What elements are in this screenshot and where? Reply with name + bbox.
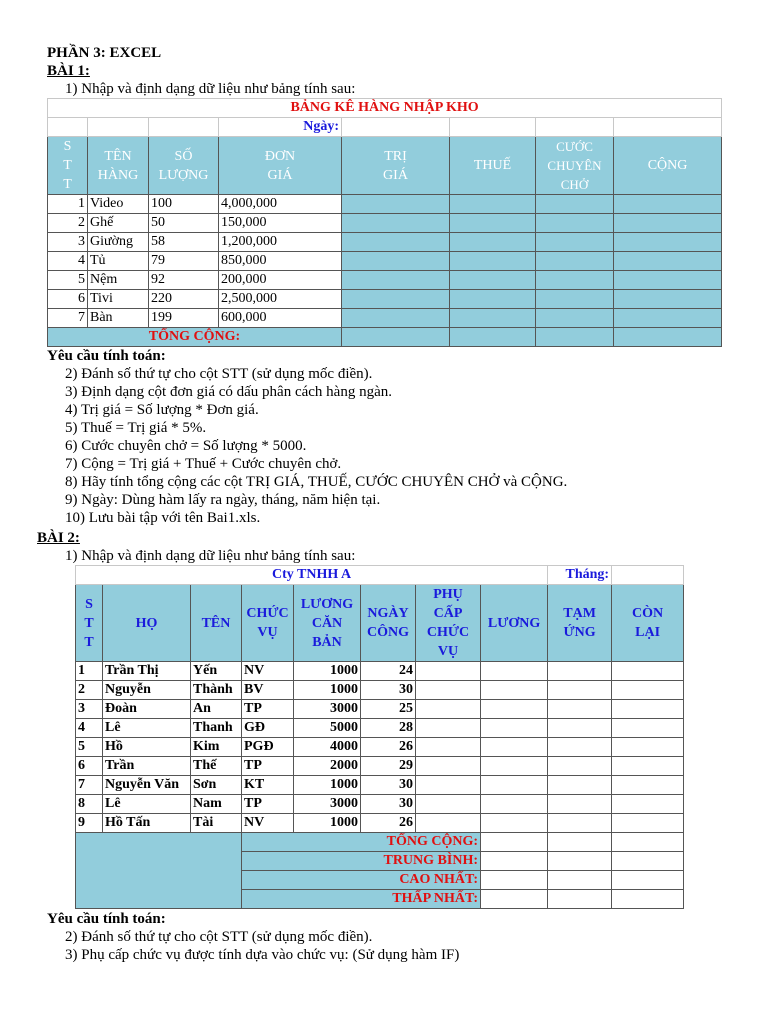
chuc-vu-cell: KT <box>242 776 294 795</box>
ho-cell: Lê <box>103 795 191 814</box>
ngay-cong-cell: 30 <box>361 681 416 700</box>
con-lai-cell <box>612 757 684 776</box>
phu-cap-cell <box>416 681 481 700</box>
bai1-heading: BÀI 1: <box>47 63 90 79</box>
tam-ung-cell <box>548 814 612 833</box>
luong-cell <box>481 757 548 776</box>
summary-label: TỔNG CỘNG: <box>242 833 481 852</box>
tri-gia-cell <box>342 233 450 252</box>
ngay-cong-cell: 26 <box>361 738 416 757</box>
ngay-cong-cell: 26 <box>361 814 416 833</box>
table-row <box>76 700 684 719</box>
phu-cap-cell <box>416 776 481 795</box>
company-name: Cty TNHH A <box>76 566 548 585</box>
con-lai-cell <box>612 738 684 757</box>
table-row <box>76 738 684 757</box>
ten-cell: Kim <box>191 738 242 757</box>
stt-cell: 1 <box>76 662 103 681</box>
summary-cell <box>481 833 548 852</box>
ho-cell: Đoàn <box>103 700 191 719</box>
bai2-intro: 1) Nhập và định dạng dữ liệu như bảng tính sau: <box>65 548 356 564</box>
requirement-item: 2) Đánh số thứ tự cho cột STT (sử dụng mốc điền). <box>65 929 373 945</box>
table-row <box>76 776 684 795</box>
ten-cell: Thế <box>191 757 242 776</box>
cong-cell <box>614 233 722 252</box>
ten-cell: An <box>191 700 242 719</box>
cong-cell <box>614 214 722 233</box>
so-luong-cell: 79 <box>149 252 219 271</box>
requirement-item: 9) Ngày: Dùng hàm lấy ra ngày, tháng, năm hiện tại. <box>65 492 381 508</box>
summary-row <box>76 833 684 852</box>
ho-cell: Trần <box>103 757 191 776</box>
tam-ung-cell <box>548 700 612 719</box>
table-row <box>48 271 722 290</box>
stt-cell: 5 <box>48 271 88 290</box>
header-stt: S T T <box>76 585 103 662</box>
ten-cell: Tài <box>191 814 242 833</box>
header-con-lai: CÒN LẠI <box>612 585 684 662</box>
table-row <box>48 233 722 252</box>
stt-cell: 6 <box>76 757 103 776</box>
ten-hang-cell: Tủ <box>88 252 149 271</box>
cong-cell <box>614 252 722 271</box>
table-row <box>48 195 722 214</box>
stt-cell: 2 <box>48 214 88 233</box>
phu-cap-cell <box>416 757 481 776</box>
tam-ung-cell <box>548 757 612 776</box>
bai1-total-label: TỔNG CỘNG: <box>48 328 342 347</box>
chuc-vu-cell: NV <box>242 662 294 681</box>
header-thue: THUẾ <box>450 137 536 195</box>
table-row <box>48 309 722 328</box>
summary-cell <box>612 871 684 890</box>
ngay-cong-cell: 25 <box>361 700 416 719</box>
header-ngay-cong: NGÀY CÔNG <box>361 585 416 662</box>
ho-cell: Nguyễn Văn <box>103 776 191 795</box>
summary-label: TRUNG BÌNH: <box>242 852 481 871</box>
header-cuoc: CƯỚC CHUYÊN CHỞ <box>536 137 614 195</box>
luong-can-ban-cell: 3000 <box>294 700 361 719</box>
header-ho: HỌ <box>103 585 191 662</box>
cuoc-cell <box>536 290 614 309</box>
header-luong: LƯƠNG <box>481 585 548 662</box>
ngay-cong-cell: 30 <box>361 795 416 814</box>
phu-cap-cell <box>416 700 481 719</box>
luong-cell <box>481 662 548 681</box>
don-gia-cell: 850,000 <box>219 252 342 271</box>
summary-label: CAO NHẤT: <box>242 871 481 890</box>
requirement-item: 2) Đánh số thứ tự cho cột STT (sử dụng mốc điền). <box>65 366 373 382</box>
luong-cell <box>481 795 548 814</box>
header-tam-ung: TẠM ỨNG <box>548 585 612 662</box>
chuc-vu-cell: BV <box>242 681 294 700</box>
don-gia-cell: 600,000 <box>219 309 342 328</box>
tam-ung-cell <box>548 776 612 795</box>
stt-cell: 2 <box>76 681 103 700</box>
con-lai-cell <box>612 700 684 719</box>
ten-cell: Nam <box>191 795 242 814</box>
summary-cell <box>612 890 684 909</box>
luong-can-ban-cell: 3000 <box>294 795 361 814</box>
table-row <box>48 290 722 309</box>
thue-cell <box>450 290 536 309</box>
header-don-gia: ĐƠN GIÁ <box>219 137 342 195</box>
summary-cell <box>548 833 612 852</box>
ho-cell: Nguyễn <box>103 681 191 700</box>
ten-cell: Yến <box>191 662 242 681</box>
header-tri-gia: TRỊ GIÁ <box>342 137 450 195</box>
thue-cell <box>450 195 536 214</box>
ho-cell: Hồ Tấn <box>103 814 191 833</box>
stt-cell: 7 <box>76 776 103 795</box>
luong-can-ban-cell: 1000 <box>294 776 361 795</box>
cuoc-cell <box>536 214 614 233</box>
ho-cell: Hồ <box>103 738 191 757</box>
table-row <box>76 681 684 700</box>
tam-ung-cell <box>548 738 612 757</box>
phu-cap-cell <box>416 719 481 738</box>
luong-can-ban-cell: 1000 <box>294 814 361 833</box>
bai1-req-heading: Yêu cầu tính toán: <box>47 348 166 364</box>
ngay-cong-cell: 28 <box>361 719 416 738</box>
cuoc-cell <box>536 233 614 252</box>
ten-cell: Thành <box>191 681 242 700</box>
header-luong-can-ban: LƯƠNG CĂN BẢN <box>294 585 361 662</box>
date-label: Ngày: <box>219 118 342 137</box>
tam-ung-cell <box>548 795 612 814</box>
chuc-vu-cell: TP <box>242 700 294 719</box>
phu-cap-cell <box>416 795 481 814</box>
thue-cell <box>450 214 536 233</box>
bai2-requirements <box>65 928 459 964</box>
requirement-item: 5) Thuế = Trị giá * 5%. <box>65 420 207 436</box>
header-phu-cap: PHỤ CẤP CHỨC VỤ <box>416 585 481 662</box>
tri-gia-cell <box>342 195 450 214</box>
luong-can-ban-cell: 2000 <box>294 757 361 776</box>
ho-cell: Trần Thị <box>103 662 191 681</box>
summary-cell <box>481 852 548 871</box>
ngay-cong-cell: 29 <box>361 757 416 776</box>
thue-cell <box>450 271 536 290</box>
ten-hang-cell: Giường <box>88 233 149 252</box>
luong-cell <box>481 814 548 833</box>
requirement-item: 10) Lưu bài tập với tên Bai1.xls. <box>65 510 261 526</box>
requirement-item: 4) Trị giá = Số lượng * Đơn giá. <box>65 402 259 418</box>
don-gia-cell: 150,000 <box>219 214 342 233</box>
stt-cell: 7 <box>48 309 88 328</box>
cong-cell <box>614 271 722 290</box>
bai1-table-title: BẢNG KÊ HÀNG NHẬP KHO <box>48 99 722 118</box>
luong-cell <box>481 681 548 700</box>
phu-cap-cell <box>416 662 481 681</box>
summary-cell <box>481 890 548 909</box>
stt-cell: 1 <box>48 195 88 214</box>
table-row <box>48 214 722 233</box>
table-row <box>76 795 684 814</box>
table-row <box>76 757 684 776</box>
chuc-vu-cell: GĐ <box>242 719 294 738</box>
tri-gia-cell <box>342 214 450 233</box>
so-luong-cell: 220 <box>149 290 219 309</box>
header-ten: TÊN <box>191 585 242 662</box>
ten-cell: Thanh <box>191 719 242 738</box>
cong-cell <box>614 309 722 328</box>
cuoc-cell <box>536 195 614 214</box>
chuc-vu-cell: TP <box>242 795 294 814</box>
requirement-item: 8) Hãy tính tổng cộng các cột TRỊ GIÁ, THUẾ, CƯỚC CHUYÊN CHỞ và CỘNG. <box>65 474 568 490</box>
stt-cell: 4 <box>48 252 88 271</box>
luong-can-ban-cell: 1000 <box>294 662 361 681</box>
con-lai-cell <box>612 719 684 738</box>
luong-cell <box>481 700 548 719</box>
ten-hang-cell: Nệm <box>88 271 149 290</box>
table-row <box>76 662 684 681</box>
don-gia-cell: 200,000 <box>219 271 342 290</box>
header-cong: CỘNG <box>614 137 722 195</box>
cong-cell <box>614 290 722 309</box>
cuoc-cell <box>536 271 614 290</box>
so-luong-cell: 199 <box>149 309 219 328</box>
chuc-vu-cell: NV <box>242 814 294 833</box>
stt-cell: 3 <box>76 700 103 719</box>
so-luong-cell: 92 <box>149 271 219 290</box>
so-luong-cell: 50 <box>149 214 219 233</box>
luong-can-ban-cell: 5000 <box>294 719 361 738</box>
luong-cell <box>481 776 548 795</box>
stt-cell: 5 <box>76 738 103 757</box>
stt-cell: 6 <box>48 290 88 309</box>
con-lai-cell <box>612 662 684 681</box>
part-title: PHẦN 3: EXCEL <box>47 45 162 61</box>
luong-cell <box>481 719 548 738</box>
ngay-cong-cell: 30 <box>361 776 416 795</box>
tam-ung-cell <box>548 662 612 681</box>
so-luong-cell: 58 <box>149 233 219 252</box>
luong-cell <box>481 738 548 757</box>
luong-can-ban-cell: 4000 <box>294 738 361 757</box>
ten-hang-cell: Bàn <box>88 309 149 328</box>
ten-hang-cell: Video <box>88 195 149 214</box>
stt-cell: 8 <box>76 795 103 814</box>
so-luong-cell: 100 <box>149 195 219 214</box>
phu-cap-cell <box>416 738 481 757</box>
luong-can-ban-cell: 1000 <box>294 681 361 700</box>
requirement-item: 6) Cước chuyên chở = Số lượng * 5000. <box>65 438 307 454</box>
table-row <box>48 252 722 271</box>
summary-cell <box>548 852 612 871</box>
header-ten-hang: TÊN HÀNG <box>88 137 149 195</box>
thue-cell <box>450 233 536 252</box>
stt-cell: 3 <box>48 233 88 252</box>
thue-cell <box>450 309 536 328</box>
con-lai-cell <box>612 814 684 833</box>
cong-cell <box>614 195 722 214</box>
bai2-req-heading: Yêu cầu tính toán: <box>47 911 166 927</box>
con-lai-cell <box>612 776 684 795</box>
bai2-heading: BÀI 2: <box>37 530 80 546</box>
ten-cell: Sơn <box>191 776 242 795</box>
cuoc-cell <box>536 309 614 328</box>
thue-cell <box>450 252 536 271</box>
bai2-table <box>75 565 684 909</box>
tam-ung-cell <box>548 719 612 738</box>
don-gia-cell: 1,200,000 <box>219 233 342 252</box>
requirement-item: 3) Phụ cấp chức vụ được tính dựa vào chức vụ: (Sử dụng hàm IF) <box>65 947 460 963</box>
bai1-table <box>47 98 722 347</box>
tri-gia-cell <box>342 252 450 271</box>
con-lai-cell <box>612 681 684 700</box>
requirement-item: 3) Định dạng cột đơn giá có dấu phân cách hàng ngàn. <box>65 384 392 400</box>
don-gia-cell: 4,000,000 <box>219 195 342 214</box>
ngay-cong-cell: 24 <box>361 662 416 681</box>
don-gia-cell: 2,500,000 <box>219 290 342 309</box>
tri-gia-cell <box>342 309 450 328</box>
phu-cap-cell <box>416 814 481 833</box>
ho-cell: Lê <box>103 719 191 738</box>
summary-cell <box>548 890 612 909</box>
stt-cell: 4 <box>76 719 103 738</box>
requirement-item: 7) Cộng = Trị giá + Thuế + Cước chuyên chở. <box>65 456 342 472</box>
summary-cell <box>548 871 612 890</box>
header-so-luong: SỐ LƯỢNG <box>149 137 219 195</box>
tam-ung-cell <box>548 681 612 700</box>
month-label: Tháng: <box>548 566 612 585</box>
summary-label: THẤP NHẤT: <box>242 890 481 909</box>
header-stt: S T T <box>48 137 88 195</box>
ten-hang-cell: Tivi <box>88 290 149 309</box>
summary-cell <box>481 871 548 890</box>
cuoc-cell <box>536 252 614 271</box>
summary-cell <box>612 852 684 871</box>
table-row <box>76 719 684 738</box>
bai1-requirements <box>65 365 567 527</box>
stt-cell: 9 <box>76 814 103 833</box>
table-row <box>76 814 684 833</box>
summary-blank-block <box>76 833 242 909</box>
con-lai-cell <box>612 795 684 814</box>
chuc-vu-cell: PGĐ <box>242 738 294 757</box>
ten-hang-cell: Ghế <box>88 214 149 233</box>
bai1-intro: 1) Nhập và định dạng dữ liệu như bảng tính sau: <box>65 81 356 97</box>
tri-gia-cell <box>342 271 450 290</box>
tri-gia-cell <box>342 290 450 309</box>
chuc-vu-cell: TP <box>242 757 294 776</box>
header-chuc-vu: CHỨC VỤ <box>242 585 294 662</box>
summary-cell <box>612 833 684 852</box>
